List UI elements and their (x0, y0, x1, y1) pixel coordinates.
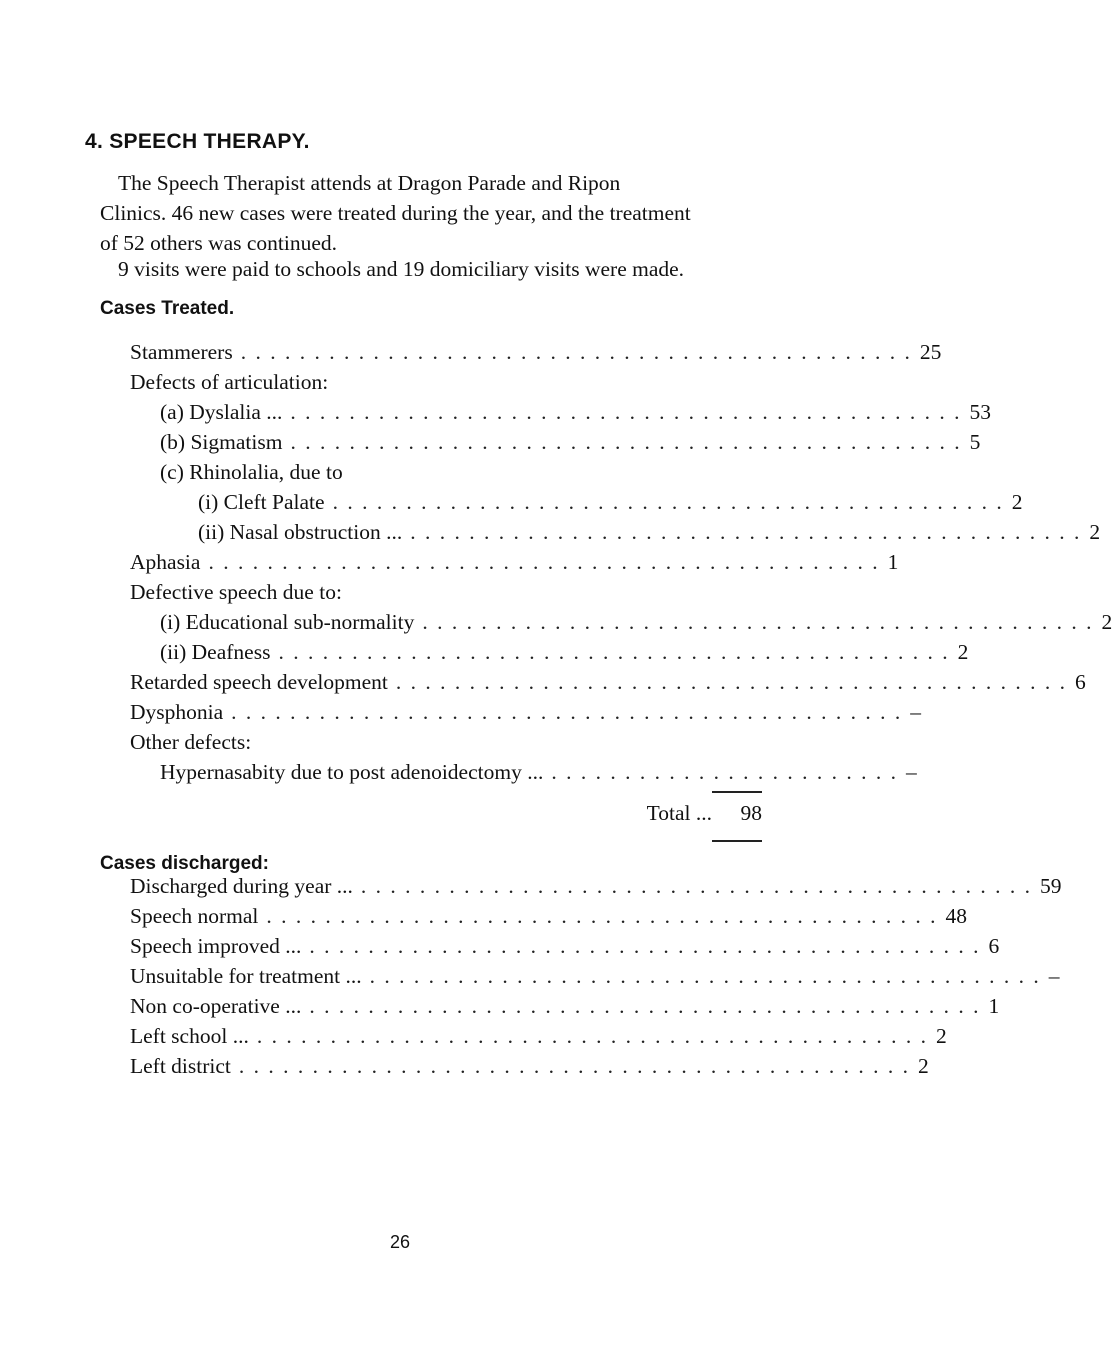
dot-leader: . . . . . . . . . . . . . . . . . . . . . . . . . . . . . . . . . . . . . . . . . . . . . . (410, 520, 1082, 544)
row-value: 2 (918, 1054, 929, 1078)
row-value: – (910, 700, 922, 724)
row-value: 2 (1011, 490, 1023, 514)
row-value: 1 (887, 550, 899, 574)
row-value: 6 (988, 934, 1000, 958)
total-rule-bottom (712, 840, 762, 842)
intro-line-3: of 52 others was continued. (100, 231, 338, 255)
dot-leader: . . . . . . . . . . . . . . . . . . . . . . . . . . . . . . . . . . . . . . . . . . . . . . (395, 670, 1068, 694)
intro-paragraph-1 (100, 168, 740, 258)
table-row (130, 1021, 947, 1051)
table-row (130, 697, 922, 727)
row-label: (ii) Nasal obstruction ... (198, 520, 403, 544)
cases-discharged-title: Cases discharged: (100, 853, 269, 874)
row-label: (ii) Deafness (160, 640, 271, 664)
total-row (560, 798, 762, 828)
table-row (130, 337, 942, 367)
dot-leader: . . . . . . . . . . . . . . . . . . . . . . . . . . . . . . . . . . . . . . . . . . . . . . (332, 490, 1004, 514)
row-value: – (1048, 964, 1060, 988)
table-row (198, 517, 1101, 547)
table-row (130, 367, 762, 397)
intro-visits-line: 9 visits were paid to schools and 19 domiciliary visits were made. (118, 257, 685, 281)
table-row (130, 727, 762, 757)
table-row (130, 667, 1086, 697)
row-label: Left district (130, 1054, 231, 1078)
total-rule-top (712, 791, 762, 793)
dot-leader: . . . . . . . . . . . . . . . . . . . . . . . . . . . . . . . . . . . . . . . . . . . . . . (238, 1054, 911, 1078)
row-value: 53 (969, 400, 992, 424)
dot-leader: . . . . . . . . . . . . . . . . . . . . . . . . . . . . . . . . . . . . . . . . . . . . . . (240, 340, 912, 364)
dot-leader: . . . . . . . . . . . . . . . . . . . . . . . . . . . . . . . . . . . . . . . . . . . . . . (309, 934, 981, 958)
row-value: 25 (919, 340, 942, 364)
dot-leader: . . . . . . . . . . . . . . . . . . . . . . . . . . . . . . . . . . . . . . . . . . . . . . (360, 874, 1033, 898)
row-value: 2 (935, 1024, 947, 1048)
row-value: 2 (957, 640, 969, 664)
table-row (130, 931, 1000, 961)
intro-line-1: The Speech Therapist attends at Dragon Parade and Ripon (118, 171, 621, 195)
row-label: (b) Sigmatism (160, 430, 283, 454)
dot-leader: . . . . . . . . . . . . . . . . . . . . . . . . . . . . . . . . . . . . . . . . . . . . . . (422, 610, 1094, 634)
table-row (130, 1051, 929, 1081)
row-value: 1 (988, 994, 1000, 1018)
dot-leader: . . . . . . . . . . . . . . . . . . . . . . . . . . . . . . . . . . . . . . . . . . . . . . (231, 700, 903, 724)
row-label: (a) Dyslalia ... (160, 400, 283, 424)
row-label: Other defects: (130, 730, 252, 754)
dot-leader: . . . . . . . . . . . . . . . . . . . . . . . . . . . . . . . . . . . . . . . . . . . . . . (290, 400, 962, 424)
row-label: Non co-operative ... (130, 994, 302, 1018)
row-label: Defective speech due to: (130, 580, 342, 604)
row-value: – (905, 760, 917, 784)
table-row (160, 757, 917, 787)
dot-leader: . . . . . . . . . . . . . . . . . . . . . . . . . . . . . . . . . . . . . . . . . . . . . . (369, 964, 1041, 988)
table-row (160, 397, 992, 427)
table-row (160, 427, 981, 457)
intro-paragraph-2 (100, 254, 740, 284)
row-value: 59 (1040, 874, 1062, 898)
table-row (160, 607, 1112, 637)
table-row (130, 577, 762, 607)
cases-treated-title: Cases Treated. (100, 298, 235, 319)
table-row (130, 961, 1060, 991)
dot-leader: . . . . . . . . . . . . . . . . . . . . . . . . . . . . . . . . . . . . . . . . . . . . . . (208, 550, 880, 574)
row-value: 2 (1089, 520, 1101, 544)
dot-leader: . . . . . . . . . . . . . . . . . . . . . . . . . . . . . . . . . . . . . . . . . . . . . . (266, 904, 938, 928)
row-label: Speech normal (130, 904, 259, 928)
row-label: Retarded speech development (130, 670, 388, 694)
section-heading: 4. SPEECH THERAPY. (85, 130, 310, 153)
dot-leader: . . . . . . . . . . . . . . . . . . . . . . . . . . . . . . . . . . . . . . . . . . . . . . (290, 430, 962, 454)
intro-line-2: Clinics. 46 new cases were treated during the year, and the treatment (100, 201, 691, 225)
row-label: Aphasia (130, 550, 201, 574)
row-label: Discharged during year ... (130, 874, 353, 898)
row-label: Hypernasabity due to post adenoidectomy ... (160, 760, 544, 784)
row-value: 6 (1075, 670, 1086, 694)
table-row (130, 901, 967, 931)
row-label: Stammerers (130, 340, 233, 364)
table-row (160, 637, 969, 667)
row-label: Dysphonia (130, 700, 224, 724)
row-value: 2 (1101, 610, 1112, 634)
row-label: (i) Educational sub-normality (160, 610, 415, 634)
row-label: Speech improved ... (130, 934, 302, 958)
dot-leader: . . . . . . . . . . . . . . . . . . . . . . . . . . . . . . . . . . . . . . . . . . . . . . (256, 1024, 928, 1048)
table-row (130, 547, 899, 577)
page-number: 26 (389, 1232, 411, 1252)
row-label: Left school ... (130, 1024, 249, 1048)
total-value: 98 (740, 801, 762, 825)
row-label: Unsuitable for treatment ... (130, 964, 362, 988)
table-row (130, 871, 1062, 901)
dot-leader: . . . . . . . . . . . . . . . . . . . . . . . . . . . . . . . . . . . . . . . . . . . . . . (278, 640, 950, 664)
dot-leader: . . . . . . . . . . . . . . . . . . . . . . . . (551, 760, 898, 784)
row-label: (i) Cleft Palate (198, 490, 325, 514)
row-label: (c) Rhinolalia, due to (160, 460, 343, 484)
row-value: 48 (945, 904, 967, 928)
row-value: 5 (969, 430, 981, 454)
table-row (198, 487, 1023, 517)
table-row (130, 991, 1000, 1021)
table-row (160, 457, 762, 487)
row-label: Defects of articulation: (130, 370, 329, 394)
total-label: Total ... (646, 801, 712, 825)
dot-leader: . . . . . . . . . . . . . . . . . . . . . . . . . . . . . . . . . . . . . . . . . . . . . . (309, 994, 981, 1018)
